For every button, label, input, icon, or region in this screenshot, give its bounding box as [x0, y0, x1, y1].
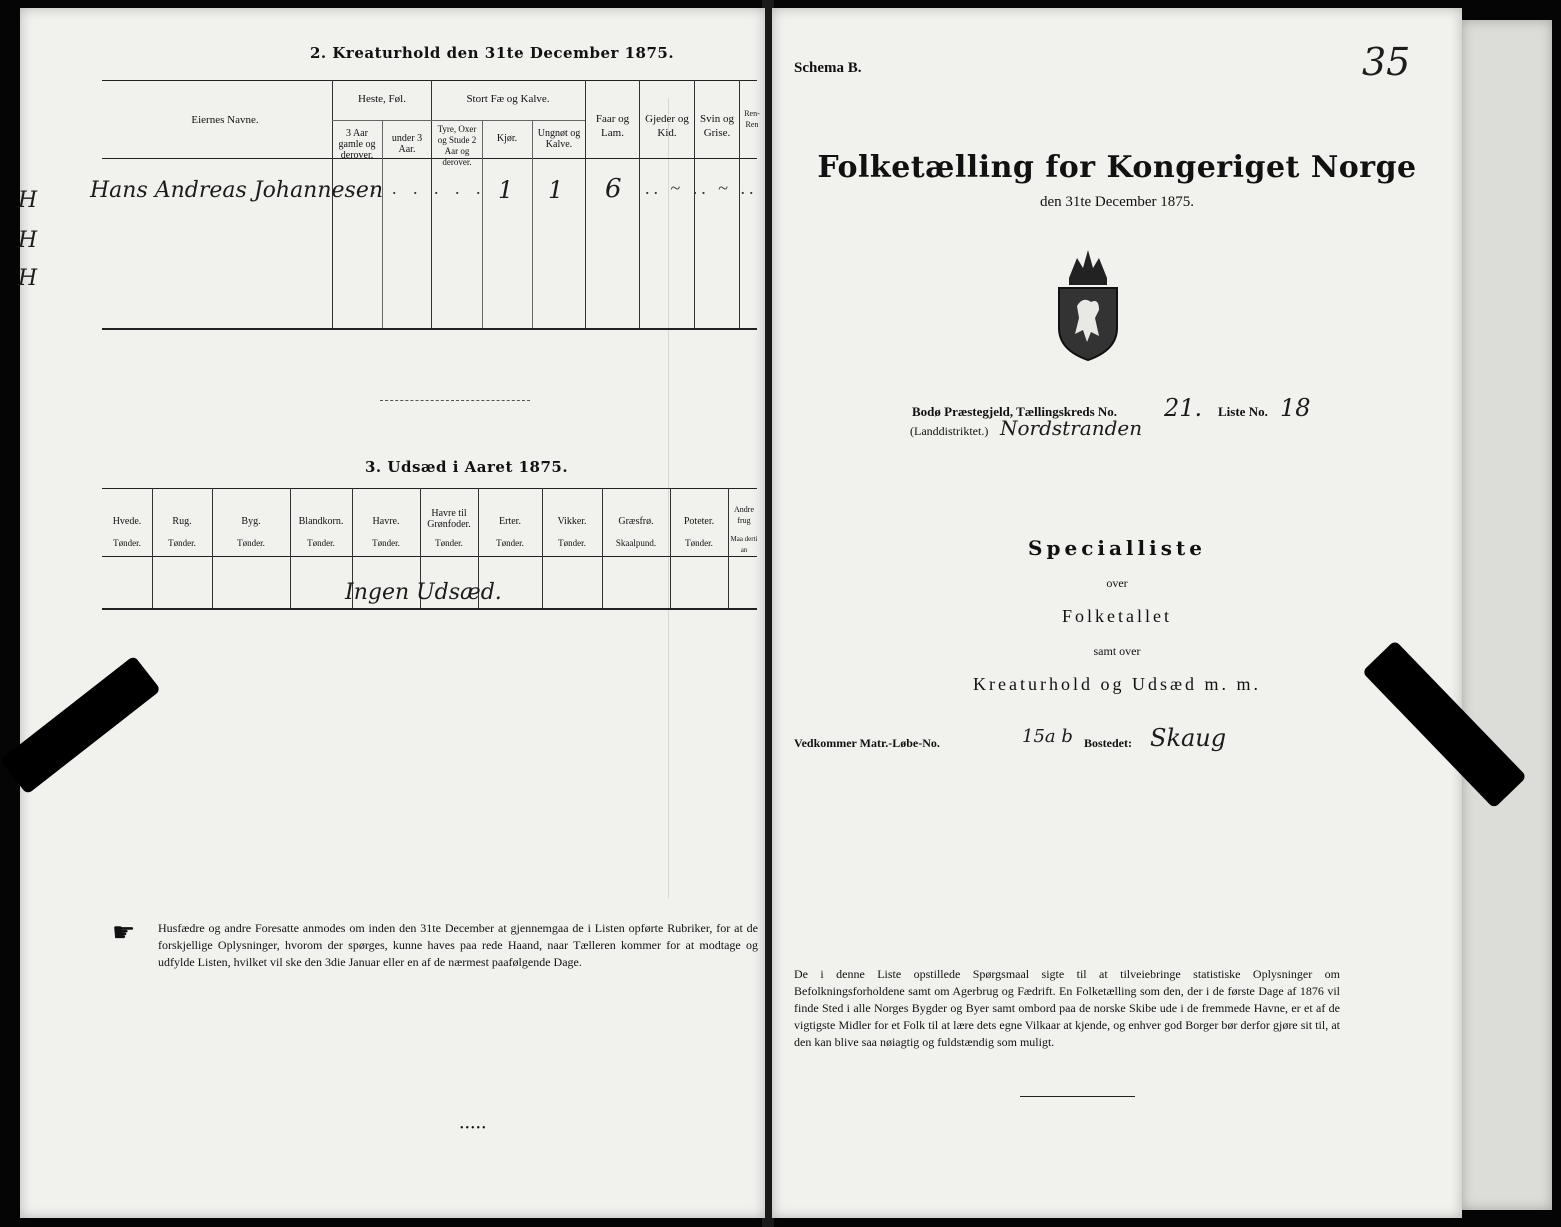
- crop-other: Andre frug: [734, 505, 754, 525]
- notice-text: Husfædre og andre Foresatte anmodes om inden den 31te December at gjennemgaa de i Listen opførte Rubriker, for at de forskjellige Oplysninger, hvorom der spørges, kunne haves paa rede Haand, naar Tælleren kommer for at modtage og udfylde Listen, hvilket vil ske den 3die Januar eller en af de nærmest paafølgende Dage.: [158, 921, 758, 969]
- land-label: (Landdistriktet.): [910, 424, 989, 438]
- crop-potatoes: Poteter.: [683, 516, 715, 527]
- owner-name: Hans Andreas Johannesen: [90, 178, 384, 203]
- section3-title: 3. Udsæd i Aaret 1875.: [365, 458, 569, 476]
- margin-letter: H: [18, 266, 38, 291]
- col-sheep: Faar og Lam.: [595, 113, 630, 139]
- over-label: over: [1106, 576, 1128, 590]
- unit: Tønder.: [558, 538, 586, 548]
- col-owner-header: Eiernes Navne.: [191, 114, 259, 126]
- document-title: Folketælling for Kongeriget Norge: [817, 150, 1417, 185]
- col-pigs: Svin og Grise.: [700, 113, 734, 139]
- unit: Tønder.: [168, 538, 196, 548]
- underlying-page-edge: [1462, 20, 1552, 1210]
- crop-peas: Erter.: [499, 516, 521, 527]
- margin-letter: H: [18, 188, 38, 213]
- unit: Tønder.: [685, 538, 713, 548]
- matr-value: 15a b: [1022, 726, 1073, 747]
- samt-over-label: samt over: [1093, 644, 1141, 658]
- col-group-horses: Heste, Føl.: [358, 93, 406, 105]
- col-horse-young: under 3 Aar.: [391, 133, 423, 155]
- col-horse-old: 3 Aar gamle og derover.: [338, 128, 376, 161]
- small-ornament: •••••: [460, 1123, 488, 1134]
- col-bulls: Tyre, Oxer og Stude 2 Aar og derover.: [437, 124, 477, 167]
- margin-letter: H: [18, 228, 38, 253]
- unit: Tønder.: [113, 538, 141, 548]
- instruction-paragraph: De i denne Liste opstillede Spørgsmaal sigte til at tilveiebringe statistiske Oplysninger om Befolkningsforholdene samt om Agerbrug og Fædrift. En Folketælling som den, der i de første Dage af 1876 vil finde Sted i alle Norges Bygder og Byer samt ombord paa de norske Skibe ude i de fremmede Havne, er et af de vigtigste Midler for et Folk til at lære dets egne Vilkaar at kjende, og enhver god Borger bør derfor gjøre sit til, at den kan blive saa nøiagtig og fuldstændig som muligt.: [794, 967, 1340, 1049]
- col-goats: Gjeder og Kid.: [645, 113, 689, 139]
- sowing-entry: Ingen Udsæd.: [345, 580, 502, 605]
- table-rule: [102, 158, 757, 159]
- document-subtitle: den 31te December 1875.: [1039, 194, 1195, 210]
- calves-value: 1: [548, 176, 564, 204]
- closing-rule: [1020, 1096, 1135, 1097]
- sheep-value: 6: [605, 174, 622, 204]
- unit: Skaalpund.: [615, 538, 657, 548]
- crop-oats: Havre.: [372, 516, 400, 527]
- crop-green-oats: Havre til Grønfoder.: [427, 508, 471, 530]
- dashed-rule: [380, 400, 530, 401]
- bostedet-label: Bostedet:: [1084, 736, 1132, 750]
- cows-value: 1: [498, 176, 514, 204]
- col-reindeer: Ren- Ren: [744, 109, 760, 129]
- unit: Tønder.: [435, 538, 463, 548]
- matr-label: Vedkommer Matr.-Løbe-No.: [794, 736, 940, 750]
- crop-mixed-grain: Blandkorn.: [298, 516, 344, 527]
- pointing-hand-icon: ☛: [112, 918, 136, 947]
- folketallet-label: Folketallet: [1062, 606, 1172, 626]
- crop-rye: Rug.: [172, 516, 192, 527]
- kreaturhold-label: Kreaturhold og Udsæd m. m.: [973, 674, 1261, 694]
- bostedet-value: Skaug: [1150, 724, 1227, 752]
- section2-title: 2. Kreaturhold den 31te December 1875.: [310, 44, 675, 62]
- unit: Tønder.: [237, 538, 265, 548]
- table-rule: [102, 328, 757, 330]
- col-cows: Kjør.: [496, 133, 518, 144]
- unit: Maa derti an: [730, 535, 758, 554]
- norwegian-coat-of-arms-icon: [1047, 246, 1129, 364]
- crop-vetch: Vikker.: [557, 516, 587, 527]
- liste-number: 18: [1280, 394, 1311, 422]
- table-rule: [102, 80, 757, 81]
- district-prefix: Bodø Præstegjeld, Tællingskreds No.: [912, 404, 1118, 419]
- dot-leader: . . . . . . .: [350, 178, 487, 198]
- unit: Tønder.: [372, 538, 400, 548]
- show-through-text: [668, 98, 759, 898]
- schema-label: Schema B.: [794, 60, 862, 76]
- right-page: [772, 8, 1462, 1218]
- crop-grass-seed: Græsfrø.: [618, 516, 654, 527]
- crop-wheat: Hvede.: [112, 516, 142, 527]
- land-value: Nordstranden: [1000, 416, 1143, 440]
- page-number: 35: [1362, 40, 1411, 84]
- unit: Tønder.: [307, 538, 335, 548]
- district-number: 21.: [1164, 394, 1203, 422]
- col-calves: Ungnøt og Kalve.: [537, 128, 581, 150]
- crop-barley: Byg.: [241, 516, 261, 527]
- col-group-cattle: Stort Fæ og Kalve.: [466, 93, 550, 105]
- special-title: Specialliste: [1028, 536, 1206, 560]
- dot-leader: .. ~ .. ~ ..: [645, 178, 758, 198]
- unit: Tønder.: [496, 538, 524, 548]
- left-page: [20, 8, 765, 1218]
- liste-label: Liste No.: [1218, 404, 1268, 419]
